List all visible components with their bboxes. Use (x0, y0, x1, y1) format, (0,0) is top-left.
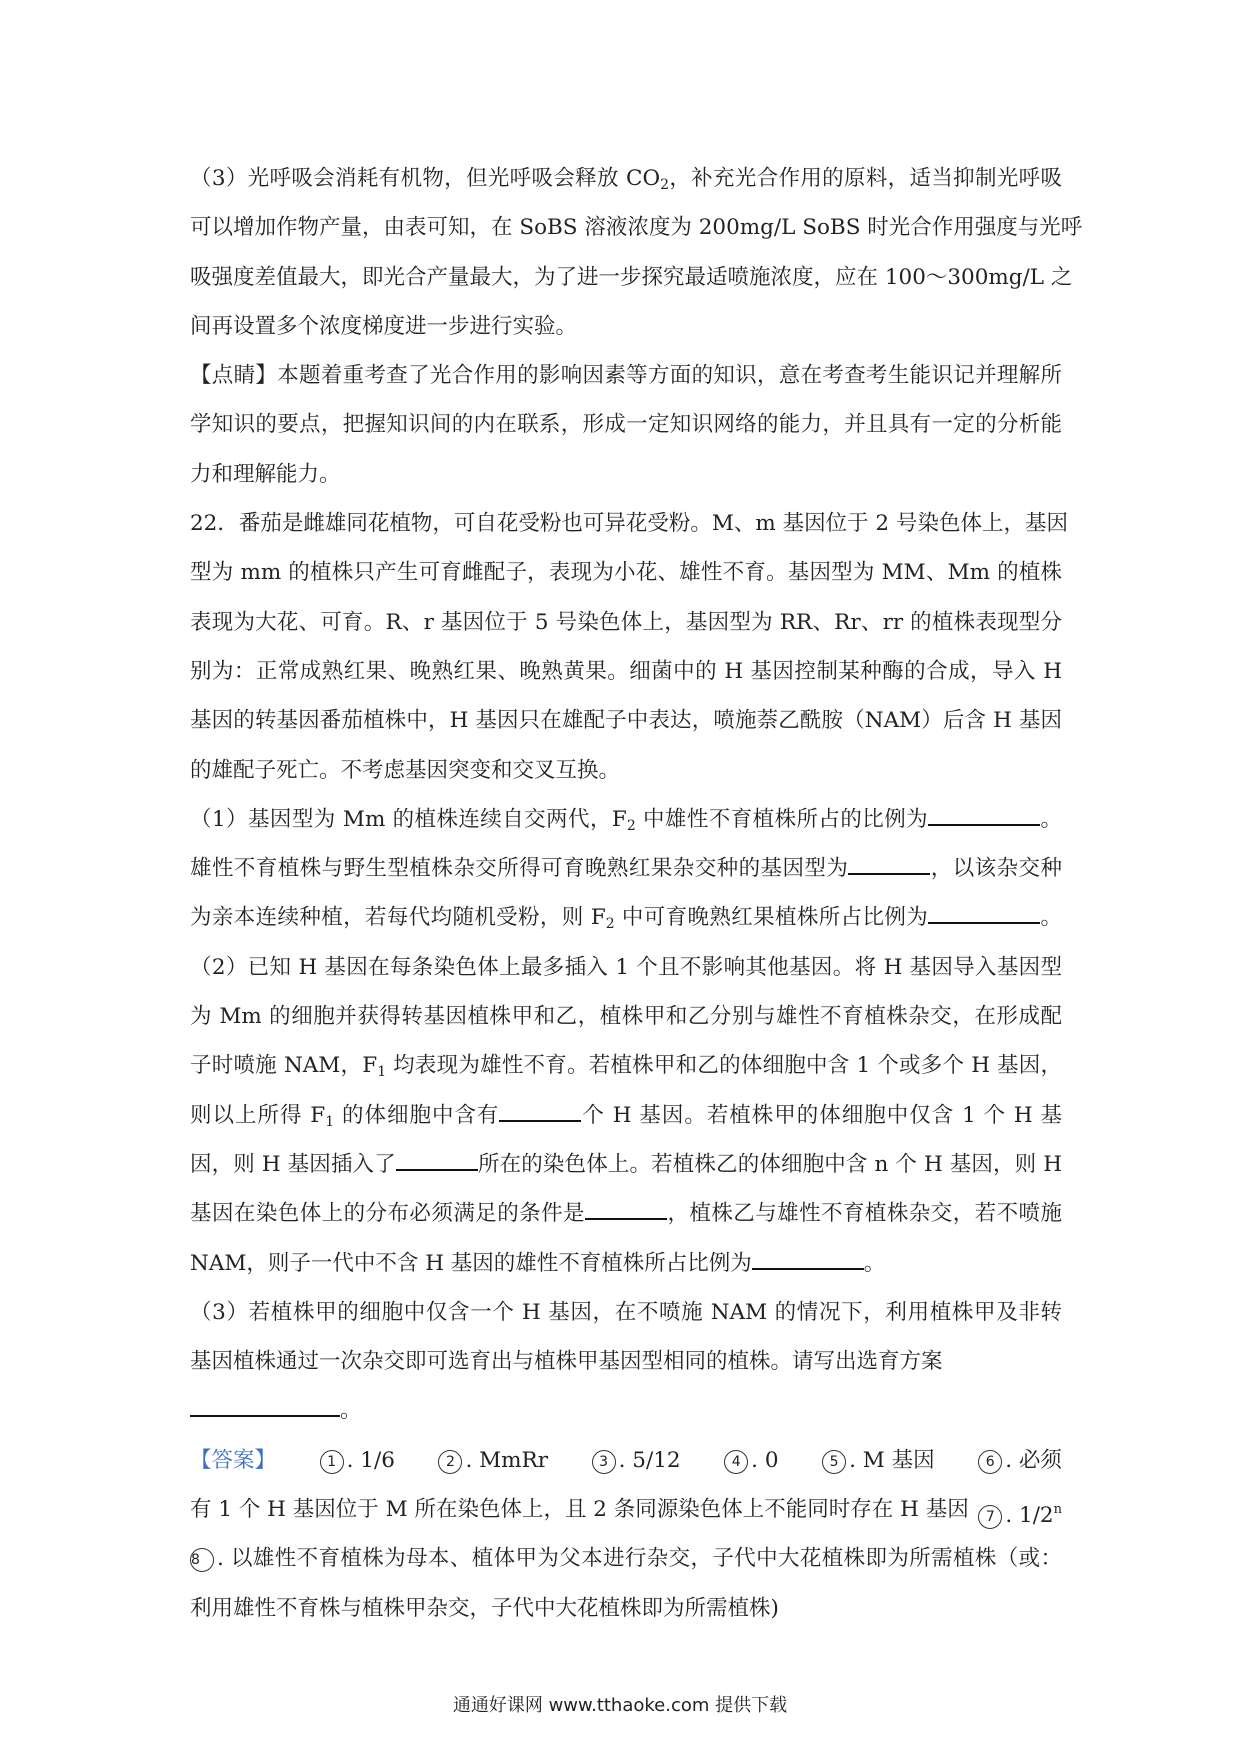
answer-blank-1[interactable] (928, 802, 1040, 826)
q22-2-line-4: 则以上所得 $F_1$ 的体细胞中含有 个 H 基因。若植株甲的体细胞中仅含 1 个 H 基 (190, 1091, 1062, 1140)
p3-line-2: 可以增加作物产量，由表可知，在 SoBS 溶液浓度为 200mg/L SoBS 时光合作用强度与光呼 (190, 215, 1083, 241)
q22-line-4: 别为：正常成熟红果、晚熟红果、晚熟黄果。细菌中的 H 基因控制某种酶的合成，导入 H (190, 658, 1062, 684)
answer-item-3: 3 . 5/12 (592, 1436, 681, 1485)
answer-item-7: 7 . 1/2$^n$ (978, 1485, 1062, 1534)
answer-item-5: 5 . M 基因 (822, 1436, 935, 1485)
dianjing-line-2: 学知识的要点，把握知识间的内在联系，形成一定知识网络的能力，并且具有一定的分析能 (190, 412, 1062, 438)
q22-line-1: 22．番茄是雌雄同花植物，可自花受粉也可异花受粉。M、m 基因位于 2 号染色体上，基因 (190, 511, 1068, 537)
q22-3-line-2: 基因植株通过一次杂交即可选育出与植株甲基因型相同的植株。请写出选育方案 (190, 1349, 943, 1375)
answer-blank-6[interactable] (585, 1196, 667, 1220)
q22-2-line-3: 子时喷施 NAM，$F_1$ 均表现为雄性不育。若植株甲和乙的体细胞中含 1 个或多个 H 基因， (190, 1053, 1062, 1081)
answer-item-2: 2 . MmRr (438, 1436, 548, 1485)
answer-tag: 【答案】 (190, 1447, 277, 1473)
q22-2-line-1: （2）已知 H 基因在每条染色体上最多插入 1 个且不影响其他基因。将 H 基因导入基因型 (190, 954, 1062, 980)
dianjing-line-3: 力和理解能力。 (190, 461, 341, 487)
p3-line-1: （3）光呼吸会消耗有机物，但光呼吸会释放 $CO_2$，补充光合作用的原料，适当抑制光呼吸 (190, 166, 1062, 193)
answer-blank-4[interactable] (499, 1098, 581, 1122)
answer-line-2: 有 1 个 H 基因位于 M 所在染色体上，且 2 条同源染色体上不能同时存在 H 基因 7 . 1/2$^n$ (190, 1485, 1062, 1534)
q22-3-line-1: （3）若植株甲的细胞中仅含一个 H 基因，在不喷施 NAM 的情况下，利用植株甲及非转 (190, 1299, 1062, 1325)
q22-1-line-1: （1）基因型为 Mm 的植株连续自交两代，$F_2$ 中雄性不育植株所占的比例为 。 (190, 795, 1062, 844)
p3-line-4: 间再设置多个浓度梯度进一步进行实验。 (190, 313, 578, 339)
q22-2-line-7: NAM，则子一代中不含 H 基因的雄性不育植株所占比例为 。 (190, 1239, 1062, 1288)
answer-item-1: 1 . 1/6 (320, 1436, 395, 1485)
answer-blank-2[interactable] (848, 851, 930, 875)
q22-2-line-6: 基因在染色体上的分布必须满足的条件是 ，植株乙与雄性不育植株杂交，若不喷施 (190, 1189, 1062, 1238)
q22-2-line-5: 因，则 H 基因插入了 所在的染色体上。若植株乙的体细胞中含 n 个 H 基因，则 H (190, 1140, 1062, 1189)
answer-blank-8[interactable] (190, 1393, 340, 1417)
answer-item-6: 6 . 必须 (978, 1436, 1062, 1485)
answer-line-3: 8 . 以雄性不育植株为母本、植体甲为父本进行杂交，子代中大花植株即为所需植株（或： (191, 1546, 1062, 1572)
answer-blank-7[interactable] (752, 1246, 864, 1270)
page-body (190, 154, 1083, 1633)
answer-line-1 (190, 1436, 1062, 1485)
q22-line-3: 表现为大花、可育。R、r 基因位于 5 号染色体上，基因型为 RR、Rr、rr 的植株表现型分 (190, 609, 1062, 635)
q22-3-line-3: 。 (190, 1386, 1062, 1435)
answer-item-8: 8 (190, 1548, 214, 1572)
q22-1-line-2: 雄性不育植株与野生型植株杂交所得可育晚熟红果杂交种的基因型为 ，以该杂交种 (190, 844, 1062, 893)
page-footer: 通通好课网 www.tthaoke.com 提供下载 (452, 1695, 788, 1716)
answer-blank-5[interactable] (396, 1147, 478, 1171)
q22-line-6: 的雄配子死亡。不考虑基因突变和交叉互换。 (190, 757, 621, 783)
q22-2-line-2: 为 Mm 的细胞并获得转基因植株甲和乙，植株甲和乙分别与雄性不育植株杂交，在形成配 (190, 1004, 1062, 1030)
q22-line-2: 型为 mm 的植株只产生可育雌配子，表现为小花、雄性不育。基因型为 MM、Mm 的植株 (190, 560, 1062, 586)
answer-line-4: 利用雄性不育株与植株甲杂交，子代中大花植株即为所需植株) (190, 1595, 779, 1621)
answer-item-4: 4 . 0 (724, 1436, 778, 1485)
p3-line-3: 吸强度差值最大，即光合产量最大，为了进一步探究最适喷施浓度，应在 100～300mg/L 之 (190, 264, 1073, 290)
answer-blank-3[interactable] (928, 900, 1040, 924)
q22-line-5: 基因的转基因番茄植株中，H 基因只在雄配子中表达，喷施萘乙酰胺（NAM）后含 H 基因 (190, 708, 1062, 734)
dianjing-line-1: 【点睛】本题着重考查了光合作用的影响因素等方面的知识，意在考查考生能识记并理解所 (190, 363, 1062, 389)
q22-1-line-3: 为亲本连续种植，若每代均随机受粉，则 $F_2$ 中可育晚熟红果植株所占比例为 。 (190, 893, 1062, 942)
